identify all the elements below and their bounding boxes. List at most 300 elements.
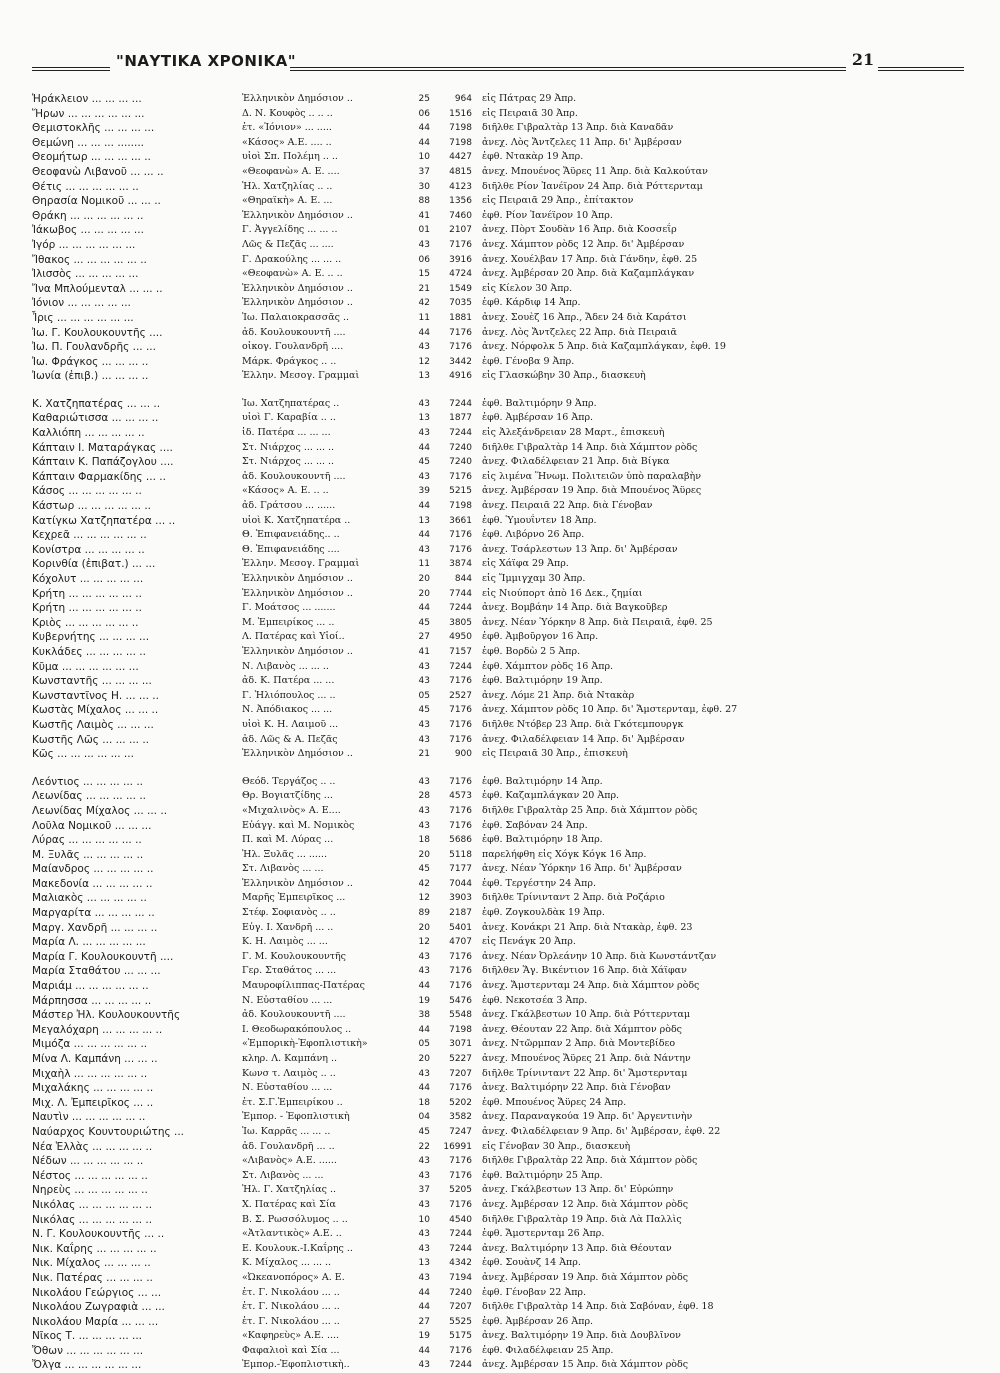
movement-note: ἀνεχ. Μπουένος Ἄϋρες 11 Ἀπρ. διὰ Καλκούταν bbox=[482, 165, 708, 177]
movement-note: διῆλθε Ντόβερ 23 Ἀπρ. διὰ Γκότεμπουργκ bbox=[482, 718, 684, 730]
ship-owner: Γ. Μοάτσος ... ....... bbox=[242, 602, 336, 614]
ship-owner: Ἑλληνικὸν Δημόσιον .. bbox=[242, 877, 353, 889]
movement-note: ἀνεχ. Χάμπτον ρὸδς 12 Ἀπρ. δι' Ἀμβέρσαν bbox=[482, 238, 685, 250]
ship-name: Ὄλγα ... ... ... ... ... ... bbox=[32, 1359, 142, 1372]
movement-note: ἀνεχ. Βαλτιμόρην 13 Ἀπρ. διὰ Θέουταν bbox=[482, 1242, 672, 1254]
ship-owner: Δ. Ν. Κουφὸς .. .. .. bbox=[242, 107, 333, 119]
build-year: 44 bbox=[418, 1024, 430, 1035]
movement-note: ἐφθ. Νεκοτσέα 3 Ἀπρ. bbox=[482, 994, 588, 1006]
ship-name: Ἰωνία (ἐπιβ.) ... ... ... .. bbox=[32, 370, 149, 383]
ship-row bbox=[32, 718, 962, 733]
ship-owner: Ἰω. Παλαιοκρασσᾶς .. bbox=[242, 311, 350, 323]
ship-name: Κωνσταντῆς ... ... ... ... bbox=[32, 675, 152, 688]
ship-owner: Ἑλλην. Μεσογ. Γραμμαὶ bbox=[242, 370, 360, 382]
build-year: 19 bbox=[418, 995, 430, 1006]
tonnage: 7176 bbox=[449, 805, 472, 816]
build-year: 11 bbox=[418, 559, 430, 570]
ship-row bbox=[32, 1067, 962, 1082]
ship-row bbox=[32, 862, 962, 877]
ship-name: Μ. Ξυλᾶς ... ... ... ... .. bbox=[32, 848, 144, 861]
tonnage: 1356 bbox=[449, 196, 472, 207]
ship-name: Ἰω. Π. Γουλανδρῆς ... ... bbox=[32, 341, 156, 354]
ship-name: Κωστὰς Μίχαλος ... ... .. bbox=[32, 704, 159, 717]
build-year: 44 bbox=[418, 981, 430, 992]
ship-row bbox=[32, 238, 962, 253]
build-year: 22 bbox=[418, 1141, 430, 1152]
tonnage: 7198 bbox=[449, 1024, 472, 1035]
header-rule-middle bbox=[290, 67, 846, 71]
ship-name: Νῖκος Τ. ... ... ... ... ... bbox=[32, 1330, 143, 1343]
ship-row bbox=[32, 1198, 962, 1213]
ship-owner: οἰκογ. Γουλανδρῆ .... bbox=[242, 341, 344, 353]
header-rule-right bbox=[878, 67, 964, 71]
tonnage: 7244 bbox=[449, 398, 472, 409]
ship-name: Κ. Χατζηπατέρας ... ... .. bbox=[32, 397, 161, 410]
page-header bbox=[32, 50, 964, 78]
ship-row bbox=[32, 703, 962, 718]
build-year: 43 bbox=[418, 661, 430, 672]
movement-note: ἀνεχ. Ἀμβέρσαν 12 Ἀπρ. διὰ Χάμπτον ρὸδς bbox=[482, 1198, 689, 1210]
movement-note: ἐφθ. Χάμπτον ρὸδς 16 Ἀπρ. bbox=[482, 660, 614, 672]
ship-name: Ναυτὶν ... ... ... ... ... .. bbox=[32, 1111, 146, 1124]
ship-owner: Ε. Κουλουκ.-Ι.Καΐρης .. bbox=[242, 1242, 353, 1254]
ship-row bbox=[32, 543, 962, 558]
build-year: 43 bbox=[418, 805, 430, 816]
tonnage: 7194 bbox=[449, 1272, 472, 1283]
ship-row bbox=[32, 355, 962, 370]
tonnage: 7176 bbox=[449, 981, 472, 992]
ship-owner: Θρ. Βογιατζίδης ... bbox=[242, 790, 333, 802]
movement-note: διῆλθε Γιβραλτὰρ 19 Ἀπρ. διὰ Λὰ Παλλὶς bbox=[482, 1213, 682, 1225]
ship-name: Ναύαρχος Κουντουριώτης ... bbox=[32, 1125, 184, 1138]
ship-owner: Στέφ. Σοφιανὸς .. .. bbox=[242, 907, 336, 919]
ship-owner: Ἑλληνικὸν Δημόσιον .. bbox=[242, 297, 353, 309]
tonnage: 4815 bbox=[449, 166, 472, 177]
tonnage: 7176 bbox=[449, 719, 472, 730]
ship-owner: ἑτ. Σ.Γ.Ἐμπειρίκου .. bbox=[242, 1096, 343, 1108]
build-year: 43 bbox=[418, 1272, 430, 1283]
tonnage: 7240 bbox=[449, 1287, 472, 1298]
ship-row bbox=[32, 296, 962, 311]
movement-note: διῆλθε Γιβραλτὰρ 13 Ἀπρ. διὰ Καναδᾶν bbox=[482, 122, 674, 134]
ship-name: Θεμώνη ... ... ... ........ bbox=[32, 136, 145, 149]
tonnage: 7177 bbox=[449, 864, 472, 875]
ship-owner: Ἑλληνικὸν Δημόσιον .. bbox=[242, 282, 353, 294]
build-year: 13 bbox=[418, 515, 430, 526]
build-year: 43 bbox=[418, 1199, 430, 1210]
build-year: 44 bbox=[418, 123, 430, 134]
ship-name: Καλλιόπη ... ... ... ... .. bbox=[32, 427, 145, 440]
build-year: 88 bbox=[418, 196, 430, 207]
movement-note: ἀνεχ. Κονάκρι 21 Ἀπρ. διὰ Ντακὰρ, ἐφθ. 23 bbox=[482, 921, 693, 933]
movement-note: ἀνεχ. Λόμε 21 Ἀπρ. διὰ Ντακὰρ bbox=[482, 689, 635, 701]
build-year: 27 bbox=[418, 1316, 430, 1327]
ship-row bbox=[32, 979, 962, 994]
ship-owner: Ἠλ. Γ. Χατζηλίας .. bbox=[242, 1184, 336, 1196]
build-year: 12 bbox=[418, 937, 430, 948]
ship-name: Κόχολυτ ... ... ... ... ... bbox=[32, 573, 144, 585]
build-year: 43 bbox=[418, 342, 430, 353]
ship-owner: ἀδ. Γράτσου ... ...... bbox=[242, 500, 336, 512]
ship-name: Κωστῆς Λῶς ... ... ... .. bbox=[32, 733, 150, 746]
ship-owner: ἰδ. Πατέρα ... ... ... bbox=[242, 427, 331, 439]
ship-row bbox=[32, 411, 962, 426]
ship-owner: Στ. Λιβανὸς ... ... bbox=[242, 1169, 324, 1181]
ship-name: Κριὸς ... ... ... ... ... .. bbox=[32, 616, 139, 629]
ship-name: Θεοφανὼ Λιβανοῦ ... ... .. bbox=[32, 165, 164, 178]
ship-owner: ἀδ. Κουλουκουντῆ .... bbox=[242, 1009, 346, 1021]
ship-name: Κῶς ... ... ... ... ... ... bbox=[32, 748, 134, 761]
ship-row bbox=[32, 994, 962, 1009]
ship-name: Ἴνα Μπλούμενταλ ... ... .. bbox=[32, 282, 163, 295]
movement-note: ἐφθ. Βαλτιμόρην 9 Ἀπρ. bbox=[482, 397, 597, 409]
ship-row bbox=[32, 1008, 962, 1023]
ship-name: Μιχαλάκης ... ... ... ... .. bbox=[32, 1082, 154, 1095]
tonnage: 7176 bbox=[449, 951, 472, 962]
ship-name: Ὄθων ... ... ... ... ... ... bbox=[32, 1344, 144, 1357]
ship-name: Θεμιστοκλῆς ... ... ... ... bbox=[32, 122, 155, 135]
movement-note: ἀνεχ. Ἀμβέρσαν 19 Ἀπρ. διὰ Χάμπτον ρὸδς bbox=[482, 1271, 689, 1283]
movement-note: ἐφθ. Μπουένος Ἄϋρες 24 Ἀπρ. bbox=[482, 1096, 627, 1108]
tonnage: 2527 bbox=[449, 690, 472, 701]
header-rule-left bbox=[32, 67, 110, 71]
ship-row bbox=[32, 180, 962, 195]
ship-name: Θηρασία Νομικοῦ ... ... .. bbox=[32, 195, 161, 208]
movement-note: ἀνεχ. Ντῶρμπαν 2 Ἀπρ. διὰ Μοντεβίδεο bbox=[482, 1038, 676, 1050]
build-year: 10 bbox=[418, 152, 430, 163]
tonnage: 3071 bbox=[449, 1039, 472, 1050]
ship-row bbox=[32, 107, 962, 122]
tonnage: 5476 bbox=[449, 995, 472, 1006]
ship-name: Μίνα Λ. Καμπάνη ... ... .. bbox=[32, 1053, 158, 1065]
ship-name: Κυκλάδες ... ... ... ... .. bbox=[32, 645, 146, 658]
movement-note: ἐφθ. Γένοβα 9 Ἀπρ. bbox=[482, 355, 575, 367]
ship-row bbox=[32, 775, 962, 790]
ship-name: Κυβερνήτης ... ... ... ... bbox=[32, 631, 150, 644]
tonnage: 7460 bbox=[449, 210, 472, 221]
tonnage: 7244 bbox=[449, 428, 472, 439]
build-year: 43 bbox=[418, 1156, 430, 1167]
tonnage: 5401 bbox=[449, 922, 472, 933]
movement-note: ἀνεχ. Φιλαδέλφειαν 21 Ἀπρ. διὰ Βίγκα bbox=[482, 456, 670, 468]
tonnage: 7035 bbox=[449, 298, 472, 309]
build-year: 20 bbox=[418, 1054, 430, 1064]
build-year: 18 bbox=[418, 1097, 430, 1108]
tonnage: 7157 bbox=[449, 646, 472, 657]
movement-note: ἀνεχ. Νέαν Ὀρλεάνην 10 Ἀπρ. διὰ Κωνστάντζαν bbox=[482, 950, 717, 962]
ship-name: Μιμόζα ... ... ... ... ... .. bbox=[32, 1038, 148, 1051]
ship-name: Κάστωρ ... ... ... ... ... .. bbox=[32, 500, 152, 513]
ship-name: Νικολάου Ζωγραφιὰ ... ... bbox=[32, 1301, 165, 1314]
ship-row bbox=[32, 557, 962, 572]
ship-row bbox=[32, 848, 962, 863]
ship-owner: Λῶς & Πεζᾶς ... .... bbox=[242, 238, 334, 250]
build-year: 05 bbox=[418, 690, 430, 701]
tonnage: 7176 bbox=[449, 776, 472, 787]
ship-row bbox=[32, 1169, 962, 1184]
ship-owner: Χ. Πατέρας καὶ Σία bbox=[242, 1198, 336, 1210]
ship-name: Μαργαρίτα ... ... ... ... .. bbox=[32, 907, 155, 920]
movement-note: ἀνεχ. Σουὲζ 16 Ἀπρ., Ἄδεν 24 διὰ Καράτσι bbox=[482, 311, 687, 323]
build-year: 43 bbox=[418, 820, 430, 831]
ship-name: Κρήτη ... ... ... ... ... .. bbox=[32, 587, 142, 600]
tonnage: 7244 bbox=[449, 661, 472, 672]
build-year: 43 bbox=[418, 676, 430, 687]
ship-row bbox=[32, 1213, 962, 1228]
movement-note: ἀνεχ. Νόρφολκ 5 Ἀπρ. διὰ Καζαμπλάγκαν, ἐφθ. 19 bbox=[482, 341, 726, 353]
ship-name: Μαριάμ ... ... ... ... ... .. bbox=[32, 980, 149, 993]
ship-owner: Ἠλ. Ξυλᾶς ... ...... bbox=[242, 848, 327, 860]
ship-row bbox=[32, 660, 962, 675]
movement-note: ἀνεχ. Ἀμβέρσαν 19 Ἀπρ. διὰ Μπουένος Ἄϋρες bbox=[482, 485, 702, 497]
ship-name: Μακεδονία ... ... ... ... .. bbox=[32, 877, 153, 890]
ship-name: Ἰόνιον ... ... ... ... ... bbox=[32, 297, 131, 310]
ship-name: Ἰλισσὸς ... ... ... ... ... bbox=[32, 268, 139, 281]
build-year: 43 bbox=[418, 719, 430, 730]
ship-owner: Εὐγ. Ι. Χανδρῆ ... .. bbox=[242, 921, 334, 933]
build-year: 44 bbox=[418, 501, 430, 512]
build-year: 20 bbox=[418, 588, 430, 599]
tonnage: 4724 bbox=[449, 269, 472, 280]
ship-owner: ἑτ. Γ. Νικολάου ... .. bbox=[242, 1286, 340, 1298]
ship-owner: ἑτ. Γ. Νικολάου ... .. bbox=[242, 1315, 340, 1327]
ship-name: Θέτις ... ... ... ... ... .. bbox=[32, 180, 139, 193]
ship-owner: «Ὠκεανοπόρος» Α. Ε. bbox=[242, 1271, 345, 1283]
build-year: 21 bbox=[418, 283, 430, 294]
build-year: 13 bbox=[418, 371, 430, 382]
ship-row bbox=[32, 1358, 962, 1373]
ship-row bbox=[32, 601, 962, 616]
build-year: 25 bbox=[418, 94, 430, 104]
tonnage: 4573 bbox=[449, 791, 472, 802]
build-year: 38 bbox=[418, 1010, 430, 1021]
tonnage: 7240 bbox=[449, 442, 472, 453]
movement-note: ἀνεχ. Παραναγκούα 19 Ἀπρ. δι' Ἀργεντινὴν bbox=[482, 1111, 693, 1123]
ship-row bbox=[32, 484, 962, 499]
ship-owner: ἑτ. Γ. Νικολάου ... .. bbox=[242, 1301, 340, 1313]
movement-note: ἐφθ. Βαλτιμόρην 25 Ἀπρ. bbox=[482, 1169, 603, 1181]
tonnage: 1877 bbox=[449, 413, 472, 424]
ship-name: Καθαριώτισσα ... ... ... .. bbox=[32, 412, 159, 425]
ship-owner: «Θηραϊκὴ» Α. Ε. ... bbox=[242, 195, 333, 207]
ship-owner: ἀδ. Λῶς & Α. Πεζᾶς bbox=[242, 733, 338, 745]
tonnage: 5548 bbox=[449, 1010, 472, 1021]
build-year: 44 bbox=[418, 1083, 430, 1094]
ship-name: Νικ. Πατέρας ... ... ... .. bbox=[32, 1271, 153, 1284]
tonnage: 7176 bbox=[449, 544, 472, 555]
ship-name: Ἰγόρ ... ... ... ... ... ... bbox=[32, 238, 136, 251]
build-year: 37 bbox=[418, 1185, 430, 1196]
tonnage: 5525 bbox=[449, 1316, 472, 1327]
tonnage: 7176 bbox=[449, 327, 472, 338]
ship-row bbox=[32, 253, 962, 268]
build-year: 12 bbox=[418, 356, 430, 367]
ship-row bbox=[32, 470, 962, 485]
ship-row bbox=[32, 165, 962, 180]
ship-row bbox=[32, 1052, 962, 1067]
ship-row bbox=[32, 311, 962, 326]
build-year: 42 bbox=[418, 878, 430, 889]
ship-owner: Ἑλληνικὸν Δημόσιον .. bbox=[242, 748, 353, 760]
ship-name: Κωνσταντῖνος Η. ... ... .. bbox=[32, 689, 159, 702]
ship-row bbox=[32, 1315, 962, 1330]
movement-note: ἐφθ. Καζαμπλάγκαν 20 Ἀπρ. bbox=[482, 790, 620, 802]
movement-note: ἀνεχ. Βαλτιμόρην 19 Ἀπρ. διὰ Δουβλῖνον bbox=[482, 1330, 681, 1342]
ship-name: Λεωνίδας Μίχαλος ... ... .. bbox=[32, 804, 168, 817]
tonnage: 1881 bbox=[449, 312, 472, 323]
listing-section bbox=[32, 92, 962, 384]
build-year: 15 bbox=[418, 269, 430, 280]
movement-note: παρελήφθη εἰς Χόγκ Κόγκ 16 Ἀπρ. bbox=[482, 848, 647, 860]
movement-note: ἐφθ. Βαλτιμόρην 18 Ἀπρ. bbox=[482, 834, 603, 846]
ship-name: Νέστος ... ... ... ... ... .. bbox=[32, 1169, 148, 1182]
build-year: 43 bbox=[418, 966, 430, 977]
tonnage: 7207 bbox=[449, 1068, 472, 1079]
ship-owner: Κ. Μίχαλος ... ... .. bbox=[242, 1257, 332, 1269]
ship-row bbox=[32, 747, 962, 762]
tonnage: 4950 bbox=[449, 632, 472, 643]
build-year: 45 bbox=[418, 1126, 430, 1137]
tonnage: 7176 bbox=[449, 239, 472, 250]
ship-name: Νικόλας ... ... ... ... ... .. bbox=[32, 1198, 153, 1211]
ship-name: Νικόλας ... ... ... ... ... .. bbox=[32, 1213, 153, 1226]
movement-note: ἀνεχ. Λὸς Ἄντζελες 11 Ἀπρ. δι' Ἀμβέρσαν bbox=[482, 136, 682, 148]
tonnage: 7176 bbox=[449, 471, 472, 482]
build-year: 44 bbox=[418, 603, 430, 614]
tonnage: 3661 bbox=[449, 515, 472, 526]
tonnage: 2187 bbox=[449, 908, 472, 919]
ship-name: Θεομήτωρ ... ... ... ... .. bbox=[32, 151, 151, 164]
build-year: 11 bbox=[418, 312, 430, 323]
tonnage: 7244 bbox=[449, 1360, 472, 1371]
ship-owner: κληρ. Λ. Καμπάνη .. bbox=[242, 1053, 338, 1064]
ship-owner: Γ. Δρακούλης ... ... .. bbox=[242, 253, 342, 265]
ship-name: Λοῦλα Νομικοῦ ... ... ... bbox=[32, 819, 152, 832]
build-year: 43 bbox=[418, 951, 430, 962]
tonnage: 900 bbox=[454, 749, 472, 760]
build-year: 44 bbox=[418, 137, 430, 148]
ship-owner: Ν. Εὐσταθίου ... ... bbox=[242, 994, 333, 1006]
ship-name: Μιχ. Λ. Ἐμπειρῖκος ... .. bbox=[32, 1096, 154, 1109]
ship-owner: Ἑλληνικὸν Δημόσιον .. bbox=[242, 645, 353, 657]
ship-row bbox=[32, 1096, 962, 1111]
build-year: 43 bbox=[418, 544, 430, 555]
ship-owner: «Μιχαλινὸς» Α. Ε.... bbox=[242, 804, 341, 816]
ship-owner: «Κάσος» Α. Ε. .. .. bbox=[242, 485, 329, 497]
ship-row bbox=[32, 630, 962, 645]
build-year: 43 bbox=[418, 239, 430, 250]
ship-name: Λεόντιος ... ... ... ... .. bbox=[32, 775, 144, 788]
tonnage: 964 bbox=[454, 94, 472, 104]
ship-owner: Ἑλλην. Μεσογ. Γραμμαὶ bbox=[242, 558, 360, 570]
ship-owner: Ἑλληνικὸν Δημόσιον .. bbox=[242, 573, 353, 584]
tonnage: 7176 bbox=[449, 705, 472, 716]
movement-note: ἐφθ. Φιλαδέλφειαν 25 Ἀπρ. bbox=[482, 1344, 614, 1356]
ship-row bbox=[32, 150, 962, 165]
build-year: 45 bbox=[418, 617, 430, 628]
ship-name: Κορινθία (ἐπιβατ.) ... ... bbox=[32, 558, 156, 571]
build-year: 19 bbox=[418, 1331, 430, 1342]
ship-row bbox=[32, 733, 962, 748]
ship-row bbox=[32, 616, 962, 631]
build-year: 45 bbox=[418, 457, 430, 468]
ship-row bbox=[32, 1154, 962, 1169]
ship-name: Μιχαὴλ ... ... ... ... ... .. bbox=[32, 1067, 148, 1080]
movement-note: εἰς Χάϊφα 29 Ἀπρ. bbox=[482, 558, 569, 570]
ship-owner: «Κάσος» Α.Ε. .... .. bbox=[242, 136, 332, 148]
ship-owner: Θ. Ἐπιφανειάδης.. .. bbox=[242, 529, 340, 541]
ship-row bbox=[32, 136, 962, 151]
ship-owner: υἱοὶ Γ. Καραβία .. .. bbox=[242, 412, 336, 424]
movement-note: ἐφθ. Ἀμβέρσαν 26 Ἀπρ. bbox=[482, 1315, 594, 1327]
movement-note: ἀνεχ. Ἄμστερνταμ 24 Ἀπρ. διὰ Χάμπτον ρὸδς bbox=[482, 980, 700, 992]
ship-row bbox=[32, 674, 962, 689]
ship-owner: «Καφηρεὺς» Α.Ε. .... bbox=[242, 1330, 340, 1342]
tonnage: 7176 bbox=[449, 1083, 472, 1094]
build-year: 06 bbox=[418, 108, 430, 119]
ship-owner: Στ. Νιάρχος ... ... .. bbox=[242, 441, 335, 453]
movement-note: ἐφθ. Βαλτιμόρην 19 Ἀπρ. bbox=[482, 675, 603, 687]
ship-row bbox=[32, 282, 962, 297]
ship-owner: Ἑλληνικὸν Δημόσιον .. bbox=[242, 587, 353, 599]
build-year: 13 bbox=[418, 1258, 430, 1269]
ship-name: Ἰω. Γ. Κουλουκουντῆς .... bbox=[32, 326, 163, 339]
ship-row bbox=[32, 833, 962, 848]
ship-row bbox=[32, 223, 962, 238]
movement-note: ἐφθ. Βαλτιμόρην 14 Ἀπρ. bbox=[482, 775, 603, 787]
journal-title: "ΝΑΥΤΙΚΑ ΧΡΟΝΙΚΑ" bbox=[116, 52, 297, 70]
tonnage: 5118 bbox=[449, 849, 472, 860]
ship-owner: ἀδ. Κ. Πατέρα ... ... bbox=[242, 675, 335, 687]
ship-row bbox=[32, 950, 962, 965]
ship-owner: «Ἀτλαντικὸς» Α.Ε. .. bbox=[242, 1228, 342, 1240]
movement-note: ἐφθ. Ἀμβέρσαν 16 Ἀπρ. bbox=[482, 412, 594, 424]
ship-name: Μάστερ Ἠλ. Κουλουκουντῆς bbox=[32, 1009, 181, 1022]
movement-note: ἐφθ. Βορδὼ 2 5 Ἀπρ. bbox=[482, 645, 581, 657]
tonnage: 7198 bbox=[449, 501, 472, 512]
build-year: 43 bbox=[418, 1360, 430, 1371]
build-year: 45 bbox=[418, 864, 430, 875]
ship-row bbox=[32, 877, 962, 892]
build-year: 44 bbox=[418, 1287, 430, 1298]
ship-name: Νικολάου Μαρία ... ... ... bbox=[32, 1315, 159, 1328]
ship-name: Θράκη ... ... ... ... ... .. bbox=[32, 209, 144, 222]
ship-name: Μάρπησσα ... ... ... ... .. bbox=[32, 994, 152, 1007]
ship-row bbox=[32, 369, 962, 384]
ship-owner: Μάρκ. Φράγκος .. .. bbox=[242, 355, 337, 367]
ship-row bbox=[32, 1140, 962, 1155]
ship-row bbox=[32, 1081, 962, 1096]
tonnage: 3916 bbox=[449, 254, 472, 265]
ship-row bbox=[32, 1329, 962, 1344]
tonnage: 5686 bbox=[449, 835, 472, 846]
ship-owner: Ἐμπορ. - Ἐφοπλιστικὴ bbox=[242, 1111, 350, 1123]
ship-name: Μεγαλόχαρη ... ... ... ... .. bbox=[32, 1023, 163, 1036]
ship-owner: ἑτ. «Ἰόνιον» ... ..... bbox=[242, 122, 332, 134]
tonnage: 7176 bbox=[449, 820, 472, 831]
ship-owner: «Ἐμπορικὴ-Ἐφοπλιστικὴ» bbox=[242, 1038, 368, 1050]
ship-row bbox=[32, 1227, 962, 1242]
movement-note: διῆλθεν Ἅγ. Βικέντιον 16 Ἀπρ. διὰ Χάϊφαν bbox=[482, 965, 687, 977]
ship-name: Μαρία Σταθάτου ... ... ... bbox=[32, 965, 161, 978]
movement-note: ἀνεχ. Γκάλβεστων 10 Ἀπρ. διὰ Ρόττερνταμ bbox=[482, 1009, 691, 1021]
ship-row bbox=[32, 1256, 962, 1271]
tonnage: 844 bbox=[454, 574, 472, 584]
ship-row bbox=[32, 326, 962, 341]
tonnage: 5227 bbox=[449, 1054, 472, 1064]
tonnage: 7176 bbox=[449, 966, 472, 977]
ship-row bbox=[32, 1037, 962, 1052]
